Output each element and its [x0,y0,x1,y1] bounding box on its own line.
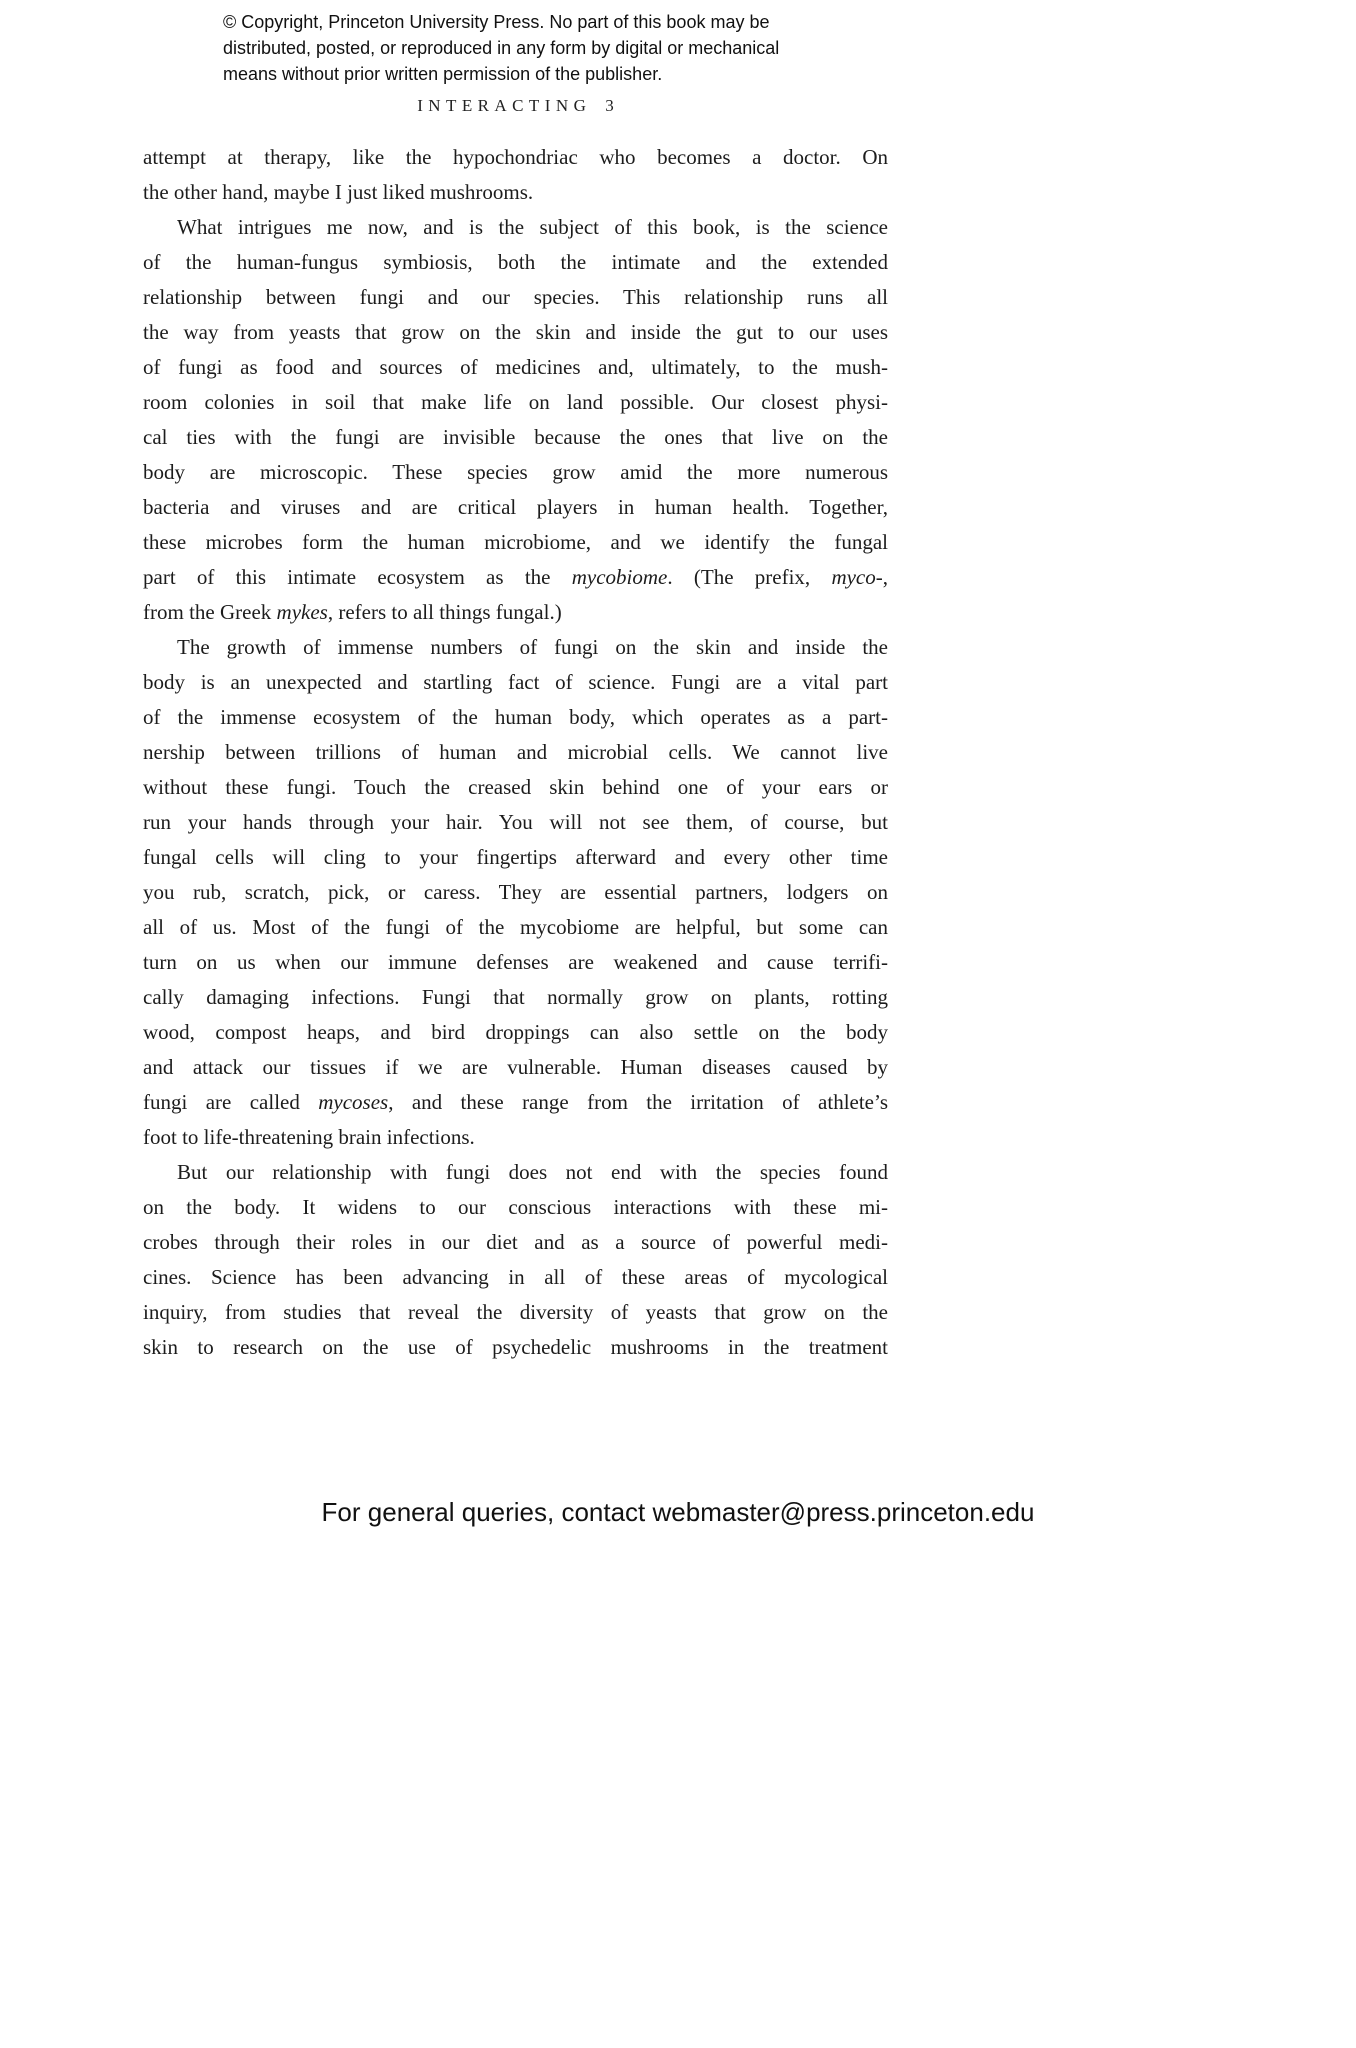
webmaster-email-link[interactable]: webmaster@press.princeton.edu [652,1497,1035,1527]
text-line: fungal cells will cling to your fingertips afterward and every other time [143,845,888,869]
text-line: you rub, scratch, pick, or caress. They are essential partners, lodgers on [143,880,888,904]
paragraph [143,630,888,1155]
text-line: the other hand, maybe I just liked mushrooms. [143,180,534,204]
text-line: body are microscopic. These species grow amid the more numerous [143,460,888,484]
text-line: the way from yeasts that grow on the skin and inside the gut to our uses [143,320,888,344]
text-line: from the Greek mykes, refers to all things fungal.) [143,600,562,624]
text-line: of fungi as food and sources of medicines and, ultimately, to the mush- [143,355,888,379]
text-line: wood, compost heaps, and bird droppings can also settle on the body [143,1020,888,1044]
paragraph [143,1155,888,1365]
text-line: cines. Science has been advancing in all of these areas of mycological [143,1265,888,1289]
text-line: nership between trillions of human and microbial cells. We cannot live [143,740,888,764]
text-line: these microbes form the human microbiome, and we identify the fungal [143,530,888,554]
text-line: inquiry, from studies that reveal the diversity of yeasts that grow on the [143,1300,888,1324]
text-line: of the human-fungus symbiosis, both the intimate and the extended [143,250,888,274]
text-line: cal ties with the fungi are invisible because the ones that live on the [143,425,888,449]
running-head-title: INTERACTING [417,96,592,115]
text-line: all of us. Most of the fungi of the mycobiome are helpful, but some can [143,915,888,939]
copyright-notice [223,9,779,87]
copyright-line: means without prior written permission of the publisher. [223,64,663,84]
text-line: relationship between fungi and our species. This relationship runs all [143,285,888,309]
text-line: cally damaging infections. Fungi that normally grow on plants, rotting [143,985,888,1009]
paragraph [143,210,888,630]
running-head [143,96,888,116]
paragraph [143,140,888,210]
text-line: attempt at therapy, like the hypochondriac who becomes a doctor. On [143,145,888,169]
text-line: skin to research on the use of psychedelic mushrooms in the treatment [143,1335,888,1359]
text-line: turn on us when our immune defenses are weakened and cause terrifi- [143,950,888,974]
body-text [143,140,888,1365]
text-line: But our relationship with fungi does not end with the species found [177,1160,888,1184]
text-line: without these fungi. Touch the creased skin behind one of your ears or [143,775,888,799]
text-line: of the immense ecosystem of the human body, which operates as a part- [143,705,888,729]
text-line: crobes through their roles in our diet and as a source of powerful medi- [143,1230,888,1254]
footer [0,1496,1356,1528]
text-line: fungi are called mycoses, and these range from the irritation of athlete’s [143,1090,889,1114]
text-line: on the body. It widens to our conscious interactions with these mi- [143,1195,888,1219]
text-line: bacteria and viruses and are critical players in human health. Together, [143,495,888,519]
text-line: foot to life-threatening brain infections. [143,1125,475,1149]
footer-text: For general queries, contact [321,1497,653,1527]
page-number: 3 [605,96,614,115]
copyright-line: © Copyright, Princeton University Press. No part of this book may be [223,12,770,32]
text-line: The growth of immense numbers of fungi on the skin and inside the [177,635,888,659]
text-line: What intrigues me now, and is the subject of this book, is the science [177,215,888,239]
text-line: run your hands through your hair. You will not see them, of course, but [143,810,888,834]
text-line: body is an unexpected and startling fact of science. Fungi are a vital part [143,670,888,694]
text-line: and attack our tissues if we are vulnerable. Human diseases caused by [143,1055,888,1079]
copyright-line: distributed, posted, or reproduced in any form by digital or mechanical [223,38,780,58]
text-line: room colonies in soil that make life on land possible. Our closest physi- [143,390,888,414]
text-line: part of this intimate ecosystem as the mycobiome. (The prefix, myco-, [143,565,888,589]
